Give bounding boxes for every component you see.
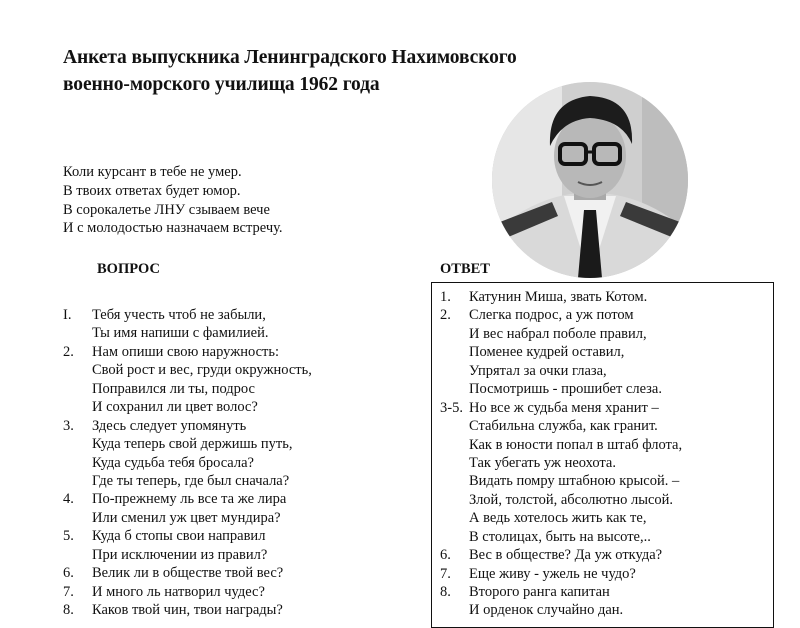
answer-number: 3-5. [440,399,463,416]
answer-row [432,362,773,380]
answer-row [432,583,773,601]
question-number: 3. [63,417,74,434]
page-title [63,44,517,98]
poem-line: И с молодостью назначаем встречу. [63,220,283,237]
answer-text: Как в юности попал в штаб флота, [469,436,683,453]
answer-text: Еще живу - ужель не чудо? [469,565,636,582]
title-line-2: военно-морского училища 1962 года [63,74,380,95]
answer-row [432,472,773,490]
answer-text: Поменее кудрей оставил, [469,344,625,361]
answer-number: 7. [440,565,451,582]
answer-row [432,306,773,324]
title-line-1: Анкета выпускника Ленинградского Нахимовского [63,47,517,68]
answer-number: 1. [440,289,451,305]
answer-text: Так убегать уж неохота. [469,454,616,471]
question-number: 4. [63,491,74,508]
answer-row [432,454,773,472]
answer-text: Катунин Миша, звать Котом. [469,289,648,305]
answer-text: Видать помру штабною крысой. – [469,473,680,490]
answer-row [432,565,773,583]
answer-text: В столицах, быть на высоте,.. [469,528,651,545]
question-number: 2. [63,343,74,360]
answer-row [432,601,773,619]
answer-text: Второго ранга капитан [469,584,610,600]
answer-row [432,528,773,546]
question-text: Где ты теперь, где был сначала? [92,472,290,489]
answer-text: И вес набрал поболе правил, [469,325,647,342]
question-number: 8. [63,602,74,618]
answer-text: Упрятал за очки глаза, [469,362,607,379]
answers-header: ОТВЕТ [440,261,490,277]
question-text: Нам опиши свою наружность: [92,343,280,360]
question-text: И много ль натворил чудес? [92,583,265,600]
answer-text: Посмотришь - прошибет слеза. [469,381,662,398]
answer-text: И орденок случайно дан. [469,602,624,619]
answer-text: Но все ж судьба меня хранит – [469,399,659,416]
questions-header: ВОПРОС [97,261,160,277]
answers-box [431,282,774,628]
answer-row [432,436,773,454]
question-text: Тебя учесть чтоб не забыли, [92,307,266,323]
question-text: Каков твой чин, твои награды? [92,602,283,618]
question-number: 6. [63,565,74,582]
answer-number: 6. [440,547,451,564]
answer-text: Злой, толстой, абсолютно лысой. [469,491,674,508]
question-number: I. [63,307,72,323]
question-text: И сохранил ли цвет волос? [92,399,258,416]
answer-row [432,343,773,361]
question-text: По-прежнему ль все та же лира [92,491,287,508]
answer-text: Стабильна служба, как гранит. [469,418,658,435]
answer-text: Вес в обществе? Да уж откуда? [469,547,663,564]
answer-row [432,509,773,527]
question-text: Свой рост и вес, груди окружность, [92,362,312,379]
question-number: 5. [63,528,74,545]
answer-text: Слегка подрос, а уж потом [469,307,634,324]
portrait-photo-icon [492,82,688,278]
question-text: Куда теперь свой держишь путь, [92,436,293,453]
intro-poem [63,163,283,238]
portrait-photo [492,82,688,278]
answer-number: 8. [440,584,451,600]
question-text: Ты имя напиши с фамилией. [92,325,269,342]
answer-text: А ведь хотелось жить как те, [469,510,647,527]
question-text: Куда судьба тебя бросала? [92,454,254,471]
question-number: 7. [63,583,74,600]
answer-row [432,288,773,306]
answer-row [432,325,773,343]
question-text: Поправился ли ты, подрос [92,380,255,397]
answer-row [432,417,773,435]
question-text: При исключении из правил? [92,546,268,563]
question-text: Здесь следует упомянуть [92,417,247,434]
poem-line: В сорокалетье ЛНУ сзываем вече [63,201,270,218]
question-text: Велик ли в обществе твой вес? [92,565,284,582]
poem-line: В твоих ответах будет юмор. [63,182,241,199]
question-text: Куда б стопы свои направил [92,528,266,545]
answer-row [432,546,773,564]
answer-row [432,399,773,417]
question-text: Или сменил уж цвет мундира? [92,509,281,526]
poem-line: Коли курсант в тебе не умер. [63,164,242,180]
answer-number: 2. [440,307,451,324]
answer-row [432,491,773,509]
answer-row [432,380,773,398]
